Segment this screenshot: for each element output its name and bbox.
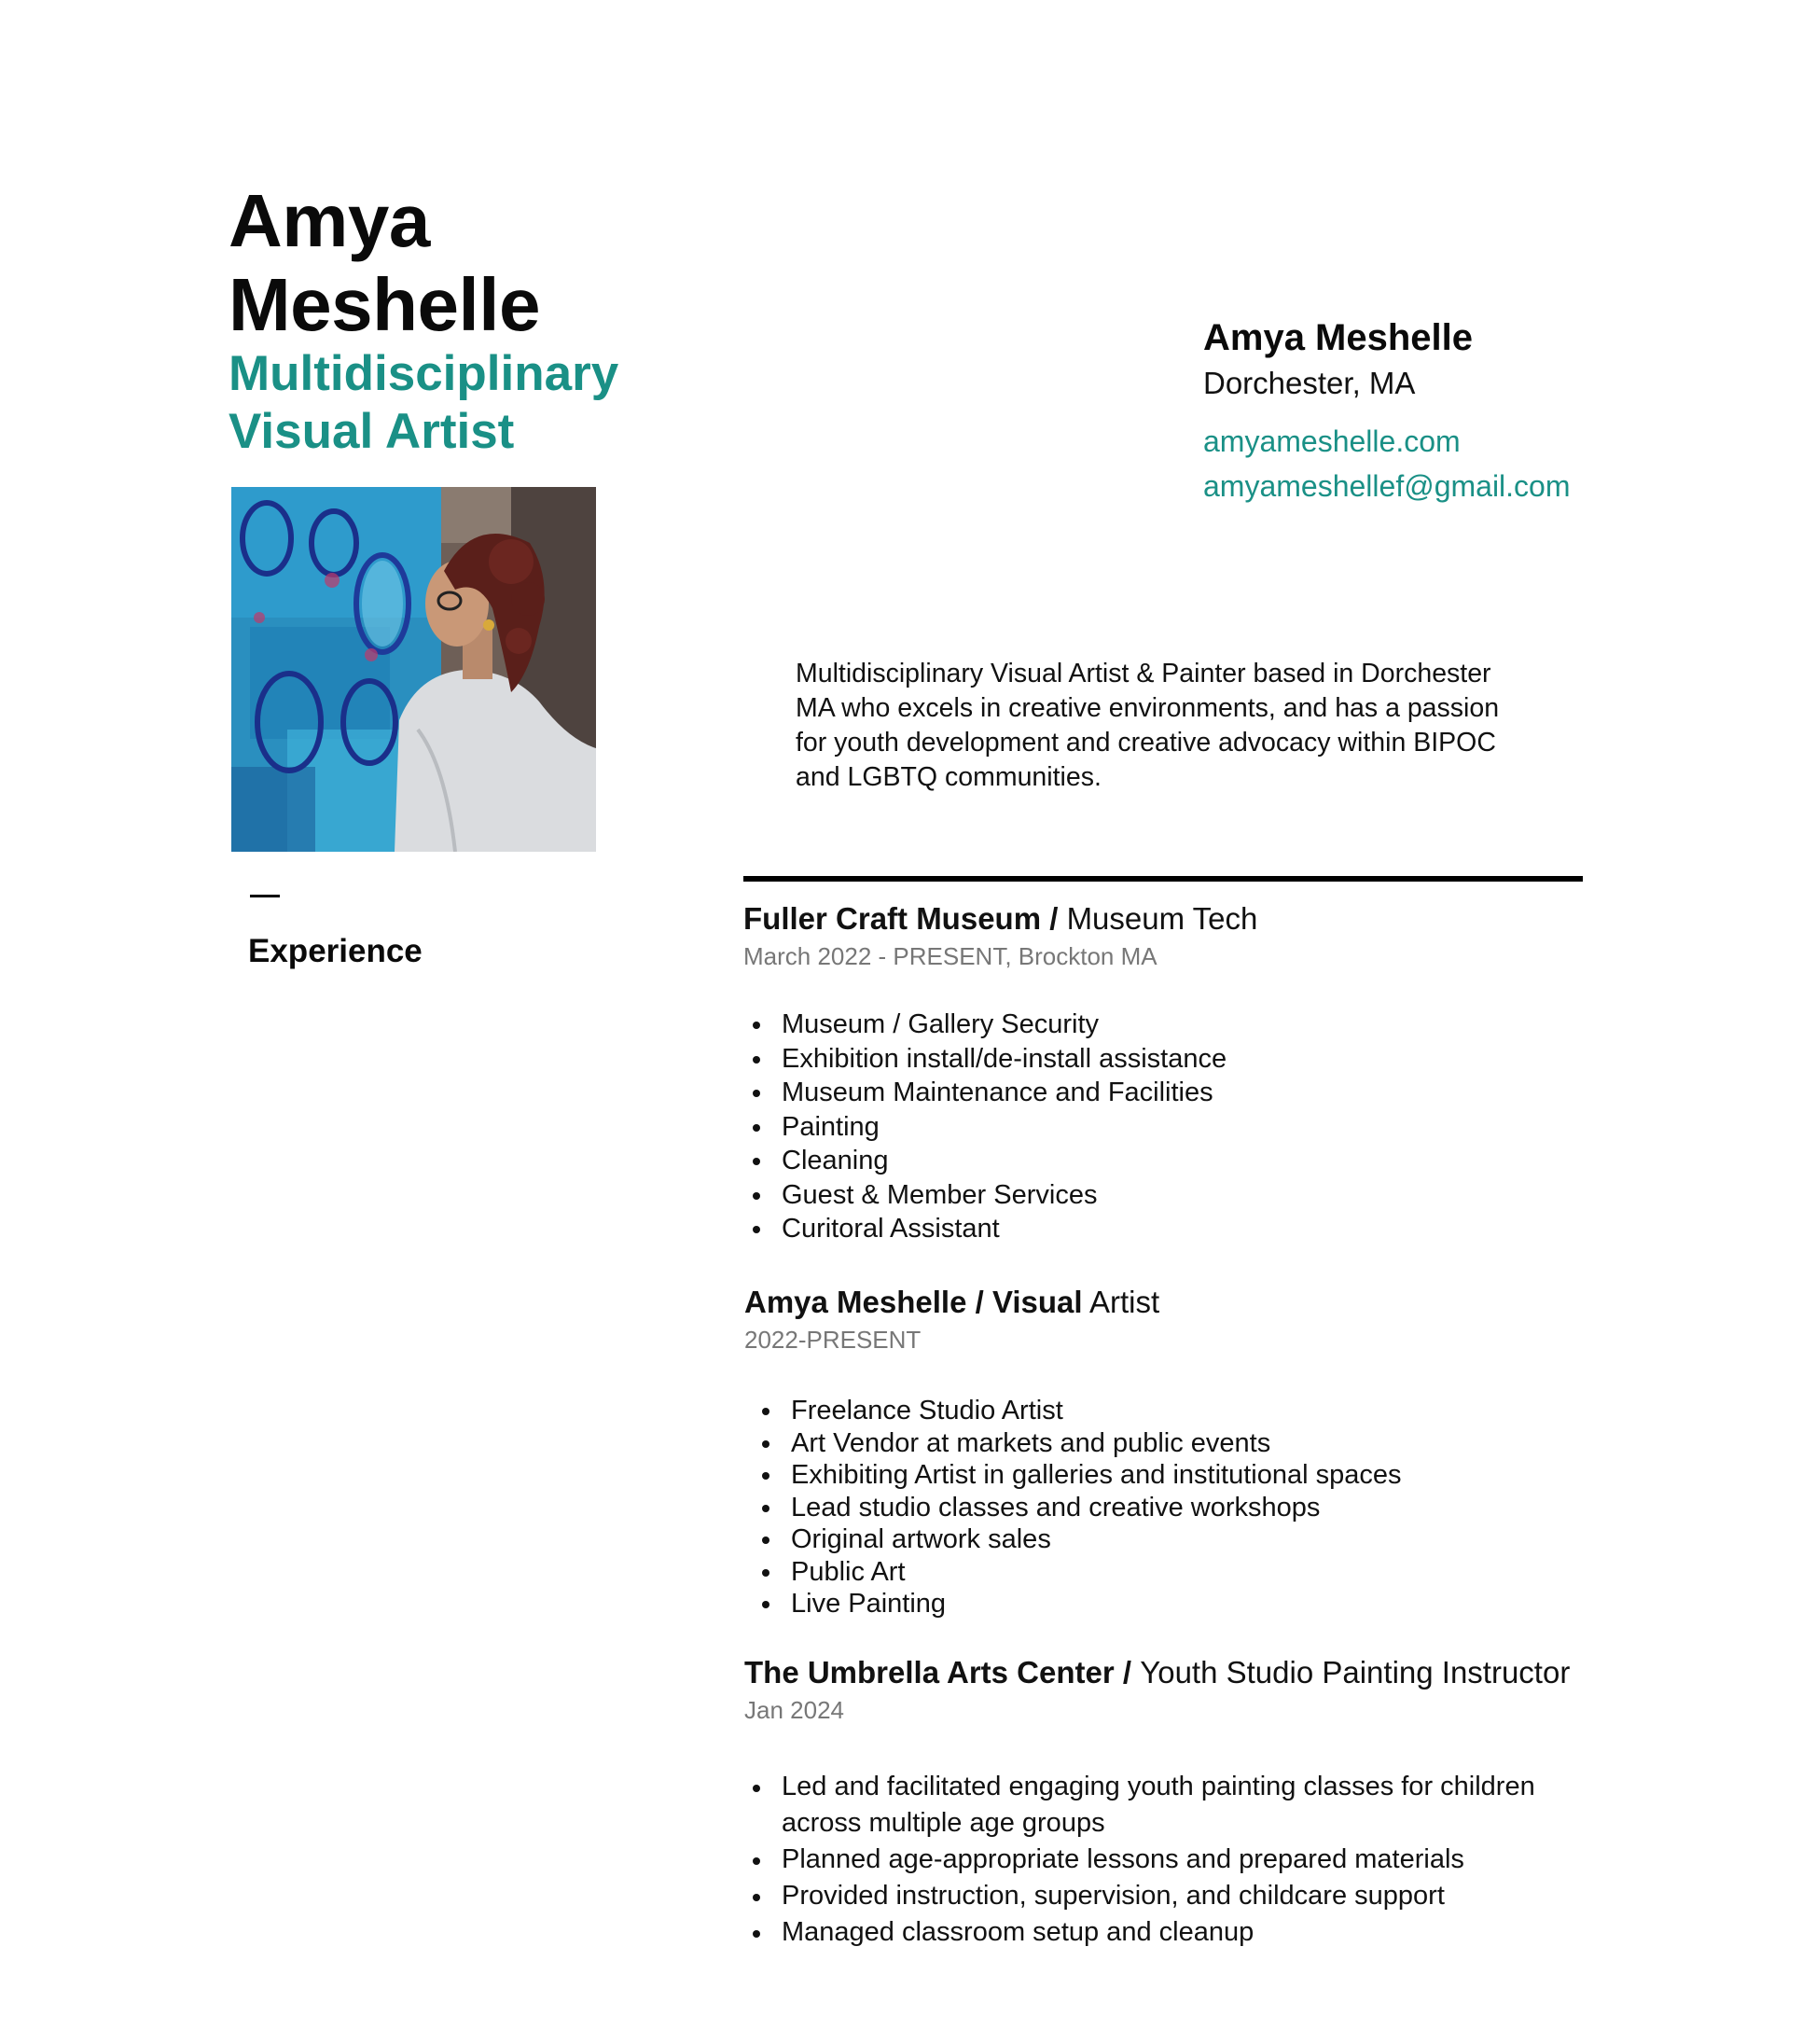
job-organization: Amya Meshelle / Visual <box>744 1285 1083 1319</box>
section-divider <box>743 876 1583 882</box>
job-heading <box>743 898 1257 939</box>
contact-name: Amya Meshelle <box>1203 317 1474 358</box>
job-separator: / <box>1114 1655 1141 1689</box>
list-item: Led and facilitated engaging youth painting classes for children across multiple age groups <box>744 1769 1546 1842</box>
list-item: Freelance Studio Artist <box>754 1395 1401 1427</box>
job-title-line-1: Multidisciplinary <box>229 346 619 401</box>
job-organization: Fuller Craft Museum <box>743 901 1042 936</box>
portrait-photo <box>231 487 596 852</box>
job-dates: 2022-PRESENT <box>744 1326 922 1354</box>
list-item: Museum / Gallery Security <box>744 1008 1227 1042</box>
last-name: Meshelle <box>229 263 540 346</box>
job-dates: Jan 2024 <box>744 1696 844 1724</box>
list-item: Original artwork sales <box>754 1523 1401 1556</box>
section-dash <box>250 895 280 897</box>
job-role: Youth Studio Painting Instructor <box>1140 1655 1571 1689</box>
section-title-experience: Experience <box>248 933 423 969</box>
list-item: Cleaning <box>744 1144 1227 1178</box>
job-heading <box>744 1652 1570 1693</box>
list-item: Art Vendor at markets and public events <box>754 1427 1401 1460</box>
list-item: Live Painting <box>754 1588 1401 1620</box>
job-organization: The Umbrella Arts Center <box>744 1655 1115 1689</box>
job-role: Artist <box>1088 1285 1160 1319</box>
website-link[interactable]: amyameshelle.com <box>1203 424 1461 458</box>
list-item: Museum Maintenance and Facilities <box>744 1076 1227 1110</box>
list-item: Curitoral Assistant <box>744 1212 1227 1246</box>
list-item: Painting <box>744 1110 1227 1145</box>
list-item: Provided instruction, supervision, and childcare support <box>744 1878 1546 1914</box>
list-item: Guest & Member Services <box>744 1178 1227 1213</box>
job-title-line-2: Visual Artist <box>229 404 515 459</box>
list-item: Exhibition install/de-install assistance <box>744 1042 1227 1077</box>
first-name: Amya <box>229 179 430 262</box>
job-duties-list <box>754 1395 1401 1620</box>
email-link[interactable]: amyameshellef@gmail.com <box>1203 469 1571 503</box>
list-item: Public Art <box>754 1556 1401 1589</box>
job-heading <box>744 1282 1159 1323</box>
job-duties-list <box>744 1769 1546 1951</box>
contact-location: Dorchester, MA <box>1203 366 1416 400</box>
job-role: Museum Tech <box>1066 901 1258 936</box>
list-item: Managed classroom setup and cleanup <box>744 1914 1546 1951</box>
job-separator <box>1083 1285 1089 1319</box>
job-duties-list <box>744 1008 1227 1246</box>
list-item: Planned age-appropriate lessons and prepared materials <box>744 1842 1546 1878</box>
list-item: Exhibiting Artist in galleries and institutional spaces <box>754 1459 1401 1492</box>
list-item: Lead studio classes and creative workshops <box>754 1492 1401 1524</box>
job-dates: March 2022 - PRESENT, Brockton MA <box>743 942 1157 970</box>
job-separator: / <box>1041 901 1067 936</box>
profile-summary: Multidisciplinary Visual Artist & Painter based in Dorchester MA who excels in creative environments, and has a passion for youth development and creative advocacy within BIPOC and LGBTQ communities. <box>796 659 1500 792</box>
